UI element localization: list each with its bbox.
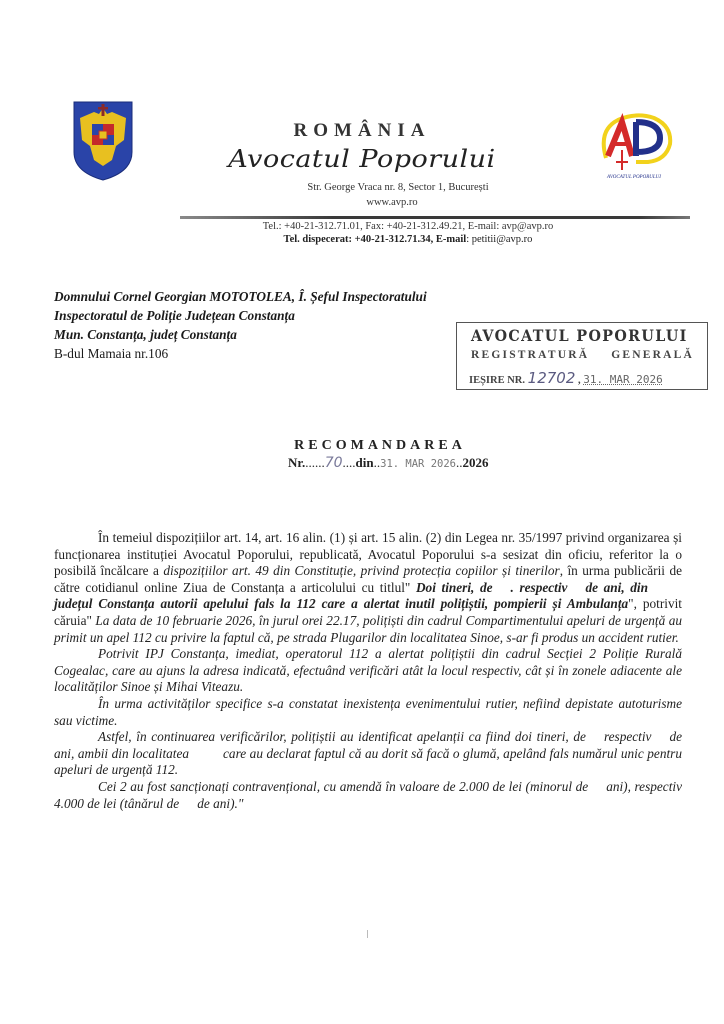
stamp-general: GENERALĂ	[611, 349, 694, 361]
dispatch-email-label: E-mail	[435, 234, 467, 245]
dispatch-email: : petitii@avp.ro	[466, 234, 533, 245]
nr-label: Nr.	[288, 455, 306, 470]
institution-address: Str. George Vraca nr. 8, Sector 1, București	[307, 182, 489, 193]
din-dots-a: ..	[373, 455, 381, 470]
stamp-separator: ,	[578, 375, 581, 386]
stamp-registry: REGISTRATURĂ	[471, 349, 590, 361]
nr-dots-a: ......	[305, 455, 325, 470]
document-year: 2026	[462, 455, 489, 470]
p5-text-2: ani), respectiv 4.000 de lei (tânărul de	[54, 778, 682, 811]
paragraph-5	[54, 779, 682, 812]
stamp-exit-line	[469, 369, 663, 387]
paragraph-3: În urma activităților specifice s-a constatat inexistența evenimentului rutier, nefiind depistate autoturisme sau victime.	[54, 695, 682, 728]
addressee-block	[54, 287, 427, 363]
dispatch-line	[46, 234, 724, 245]
dispatch-label: Tel. dispecerat:	[283, 234, 352, 245]
stamp-subtitle	[471, 349, 694, 361]
dispatch-phone: +40-21-312.71.34,	[351, 234, 436, 245]
din-label: din	[355, 455, 374, 470]
addressee-name: Domnului Cornel Georgian MOTOTOLEA, Î. Șeful Inspectoratului	[54, 289, 427, 304]
p1-text-1: În temeiul dispozițiilor art. 14, art. 16 alin. (1) și art. 15 alin. (2) din Legea nr. 35/1997 privind organizarea și funcționarea instituției Avocatul Poporului, republicată, Avocatul Poporului s-a sesizat din oficiu, referitor la o posibilă încălcare a	[54, 530, 682, 579]
p4-text-4: care au declarat faptul că au dorit să facă o glumă, apelând fals numărul unic pentru apeluri de urgență 112.	[54, 745, 682, 778]
p5-text-1: Cei 2 au fost sancționați contravențional, cu amendă în valoare de 2.000 de lei (minorul de	[98, 778, 589, 794]
institution-name: Avocatul Poporului	[228, 145, 496, 174]
country-name: ROMÂNIA	[293, 120, 431, 141]
addressee-institution: Inspectoratul de Poliție Județean Constanța	[54, 308, 295, 323]
p1-article-title-3: de ani, din	[585, 579, 648, 595]
p1-article-title-2: . respectiv	[510, 579, 568, 595]
stamp-exit-label: IEȘIRE NR.	[469, 375, 526, 386]
stamp-date: 31. MAR 2026	[583, 373, 663, 386]
p4-text-1: Astfel, în continuarea verificărilor, polițiștii au identificat apelanții ca fiind doi tineri, de	[98, 729, 586, 745]
din-value: 31. MAR 2026	[380, 458, 456, 470]
p1-text-3: , în urma publicării de către cotidianul online Ziua de Constanța a articolului cu titlul"	[54, 563, 682, 595]
document-title: RECOMANDAREA	[294, 438, 466, 453]
p4-text-3: de ani, ambii din localitatea	[54, 729, 682, 761]
stamp-exit-number: 12702	[527, 369, 576, 387]
p1-article-title-1: Doi tineri, de	[415, 579, 493, 595]
scan-mark	[367, 930, 368, 938]
document-number-line	[288, 455, 488, 471]
paragraph-4	[54, 729, 682, 779]
contact-line: Tel.: +40-21-312.71.01, Fax: +40-21-312.49.21, E-mail: avp@avp.ro	[262, 221, 554, 232]
paragraph-2: Potrivit IPJ Constanța, imediat, operatorul 112 a alertat polițiștii din cadrul Secției 2 Poliție Rurală Cogealac, care au ajuns la adresa indicată, efectuând verificări atât la locul respectiv, cât și în zonele adiacente ale localităților Sinoe și Mihai Viteazu.	[54, 646, 682, 695]
document-body	[54, 530, 682, 812]
paragraph-1	[54, 530, 682, 646]
header-divider	[180, 216, 690, 219]
stamp-title: AVOCATUL POPORULUI	[471, 326, 688, 345]
nr-dots-b: ....	[342, 455, 356, 470]
p1-quote: La data de 10 februarie 2026, în jurul orei 22.17, polițiști din cadrul Compartimentului apeluri de urgență au primit un apel 112 cu privire la faptul că, pe strada Plugarilor din localitatea Sinoe, s-ar fi produs un accident rutier.	[54, 612, 682, 645]
nr-value: 70	[324, 455, 343, 471]
addressee-street: B-dul Mamaia nr.106	[54, 346, 169, 361]
p5-text-3: de ani)."	[197, 795, 244, 811]
registry-stamp	[456, 322, 708, 390]
logo-caption: AVOCATUL POPORULUI	[607, 175, 661, 180]
p1-article-title-4: județul Constanța autorii apelului fals la 112 care a alertat inutil polițiștii, pompierii și Ambulanța	[54, 596, 629, 612]
din-dots-b: ..	[455, 455, 463, 470]
p1-text-2: dispozițiilor art. 49 din Constituție, privind protecția copiilor și tinerilor	[163, 563, 560, 579]
p1-text-4: ", potrivit căruia"	[54, 596, 682, 628]
website-link[interactable]: www.avp.ro	[366, 197, 418, 208]
p4-text-2: respectiv	[603, 729, 652, 745]
addressee-city: Mun. Constanța, județ Constanța	[54, 327, 237, 342]
